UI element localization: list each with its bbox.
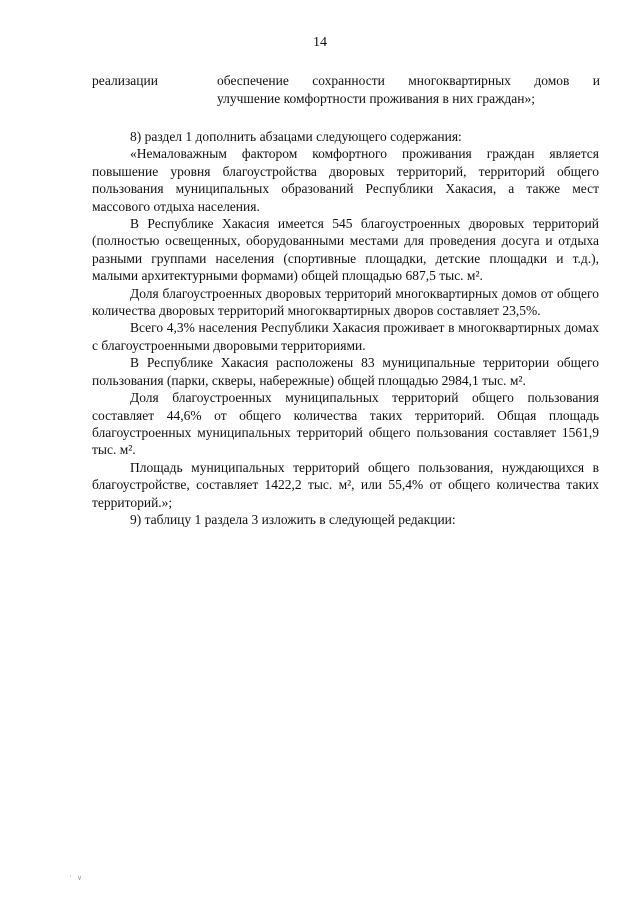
paragraph-yard-territories: В Республике Хакасия имеется 545 благоустроенных дворовых территорий (полностью освещенных, оборудованными местами для проведения досуга и отдыха разными группами населения (спортивные площадки, детские площадки и т.д.), малыми архитектурными формами) общей площадью 687,5 тыс. м². bbox=[92, 216, 599, 284]
page-number: 14 bbox=[313, 35, 327, 50]
table-value-line-1: обеспечение сохранности многоквартирных домов и bbox=[217, 73, 600, 88]
paragraph-yard-share: Доля благоустроенных дворовых территорий многоквартирных домов от общего количества дворовых территорий многоквартирных дворов составляет 23,5%. bbox=[92, 285, 599, 319]
paragraph-amendment-9: 9) таблицу 1 раздела 3 изложить в следующей редакции: bbox=[130, 511, 456, 527]
scan-corner-mark: ' ∨ bbox=[70, 874, 85, 882]
table-label-cell: реализации bbox=[92, 73, 158, 88]
table-fragment-row bbox=[92, 72, 600, 108]
paragraph-population-share: Всего 4,3% населения Республики Хакасия проживает в многоквартирных домах с благоустроенными дворовыми территориями. bbox=[92, 320, 599, 353]
table-value-cell bbox=[217, 72, 600, 108]
paragraph-public-share: Доля благоустроенных муниципальных территорий общего пользования составляет 44,6% от общего количества таких территорий. Общая площадь благоустроенных муниципальных территорий общего пользования составляет 1561,9 тыс. м². bbox=[92, 390, 599, 458]
paragraph-area-needing-improvement: Площадь муниципальных территорий общего пользования, нуждающихся в благоустройстве, составляет 1422,2 тыс. м², или 55,4% от общего количества таких территорий.»; bbox=[92, 459, 599, 510]
document-body bbox=[92, 128, 599, 528]
paragraph-public-territories: В Республике Хакасия расположены 83 муниципальные территории общего пользования (парки, скверы, набережные) общей площадью 2984,1 тыс. м². bbox=[92, 355, 599, 388]
paragraph-amendment-8: 8) раздел 1 дополнить абзацами следующего содержания: bbox=[130, 129, 462, 144]
paragraph-improvement-factor: «Немаловажным фактором комфортного проживания граждан является повышение уровня благоустройства дворовых территорий, территорий общего пользования муниципальных образований Республики Хакасия, а также мест массового отдыха населения. bbox=[92, 146, 599, 214]
table-value-line-2: улучшение комфортности проживания в них граждан»; bbox=[217, 91, 535, 106]
